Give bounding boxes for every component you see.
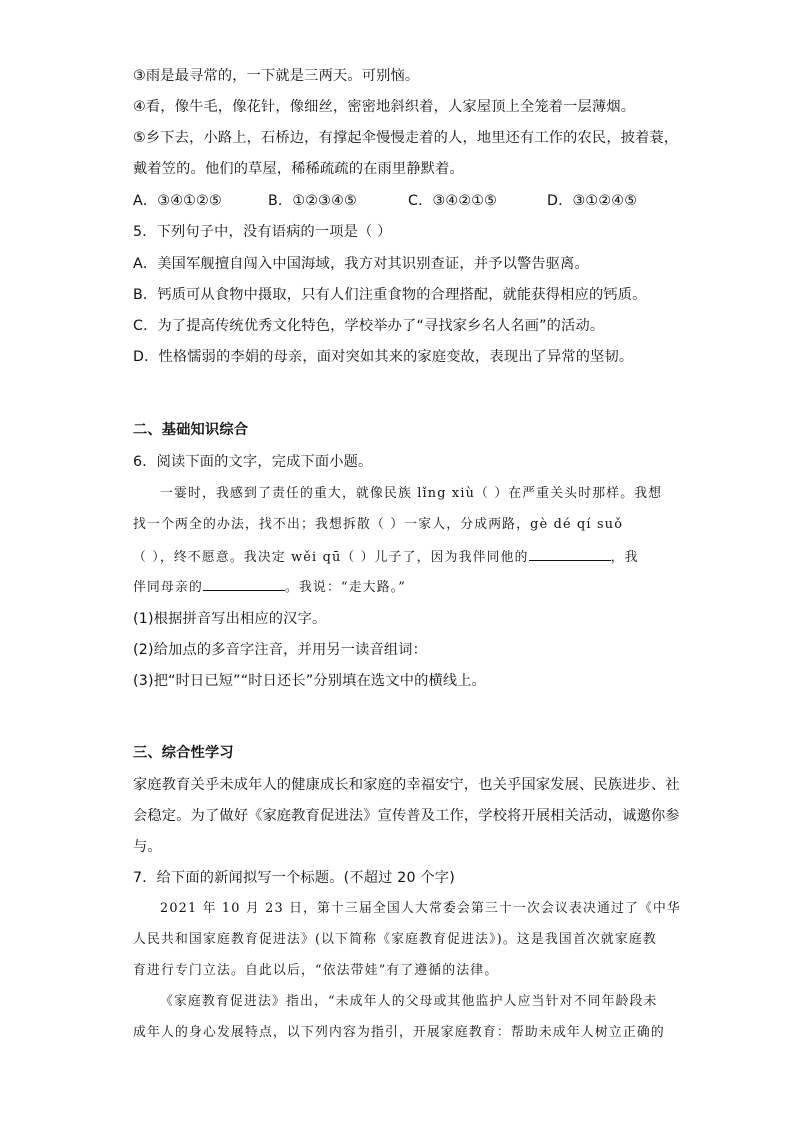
q4-option-a[interactable]: A．③④①②⑤ bbox=[133, 193, 222, 209]
q6-stem: 6．阅读下面的文字，完成下面小题。 bbox=[133, 454, 373, 470]
q4-sentence-4: ④看，像牛毛，像花针，像细丝，密密地斜织着，人家屋顶上全笼着一层薄烟。 bbox=[133, 99, 636, 115]
section-3-title: 三、综合性学习 bbox=[133, 745, 234, 761]
q7-news-line-5: 成年人的身心发展特点，以下列内容为指引，开展家庭教育：帮助未成年人树立正确的 bbox=[133, 1025, 665, 1040]
q5-option-b[interactable]: B．钙质可从食物中摄取，只有人们注重食物的合理搭配，就能获得相应的钙质。 bbox=[133, 287, 647, 303]
q6-passage-text: （ ），终不愿意。我决定 wěi qū（ ）儿子了，因为我伴同他的 bbox=[133, 550, 529, 565]
q5-option-d[interactable]: D．性格懦弱的李娟的母亲，面对突如其来的家庭变故，表现出了异常的坚韧。 bbox=[133, 349, 634, 365]
q6-sub-2: (2)给加点的多音字注音，并用另一读音组词： bbox=[133, 642, 428, 658]
q7-news-line-2: 人民共和国家庭教育促进法》(以下简称《家庭教育促进法》)。这是我国首次就家庭教 bbox=[133, 932, 657, 947]
q4-sentence-3: ③雨是最寻常的，一下就是三两天。可别恼。 bbox=[133, 68, 420, 84]
q4-sentence-5a: ⑤乡下去，小路上，石桥边，有撑起伞慢慢走着的人，地里还有工作的农民，披着蓑， bbox=[133, 130, 679, 146]
q7-news-line-1: 2021 年 10 月 23 日，第十三届全国人大常委会第三十一次会议表决通过了《中华 bbox=[160, 901, 681, 916]
q4-sentence-5b: 戴着笠的。他们的草屋，稀稀疏疏的在雨里静默着。 bbox=[133, 161, 464, 177]
q4-options bbox=[133, 191, 673, 211]
q6-sub-3: (3)把“时日已短”“时日还长”分别填在选文中的横线上。 bbox=[133, 673, 487, 689]
q5-option-a[interactable]: A．美国军舰擅自闯入中国海域，我方对其识别查证，并予以警告驱离。 bbox=[133, 256, 589, 272]
q6-passage-text: ，我 bbox=[610, 550, 639, 565]
q7-news-line-4: 《家庭教育促进法》指出，“未成年人的父母或其他监护人应当针对不同年龄段未 bbox=[160, 994, 658, 1009]
q6-passage-line-1: 一霎时，我感到了责任的重大，就像民族 lǐng xiù（ ）在严重关头时那样。我想 bbox=[160, 486, 663, 501]
section-3-intro-3: 与。 bbox=[133, 839, 162, 855]
fill-blank[interactable] bbox=[529, 546, 611, 561]
q6-passage-line-4 bbox=[133, 576, 406, 598]
q6-passage-line-3 bbox=[133, 546, 639, 568]
fill-blank[interactable] bbox=[203, 576, 285, 591]
section-2-title: 二、基础知识综合 bbox=[133, 422, 249, 438]
q4-option-d[interactable]: D．③①②④⑤ bbox=[547, 193, 638, 209]
q5-stem: 5．下列句子中，没有语病的一项是（ ） bbox=[133, 224, 392, 240]
section-3-intro-1: 家庭教育关乎未成年人的健康成长和家庭的幸福安宁，也关乎国家发展、民族进步、社 bbox=[133, 777, 680, 793]
q6-sub-1: (1)根据拼音写出相应的汉字。 bbox=[133, 611, 327, 627]
q7-stem: 7．给下面的新闻拟写一个标题。(不超过 20 个字) bbox=[133, 870, 455, 886]
q5-option-c[interactable]: C．为了提高传统优秀文化特色，学校举办了“寻找家乡名人名画”的活动。 bbox=[133, 318, 605, 334]
q4-option-b[interactable]: B．①②③④⑤ bbox=[268, 193, 357, 209]
q6-passage-line-2: 找一个两全的办法，找不出；我想拆散（ ）一家人，分成两路，gè dé qí suǒ bbox=[133, 517, 624, 532]
q6-passage-text: 伴同母亲的 bbox=[133, 580, 203, 595]
section-3-intro-2: 会稳定。为了做好《家庭教育促进法》宣传普及工作，学校将开展相关活动，诚邀你参 bbox=[133, 808, 680, 824]
q4-option-c[interactable]: C．③④②①⑤ bbox=[408, 193, 498, 209]
q7-news-line-3: 育进行专门立法。自此以后，“依法带娃”有了遵循的法律。 bbox=[133, 963, 499, 978]
q6-passage-text: 。我说：“走大路。” bbox=[284, 580, 407, 595]
